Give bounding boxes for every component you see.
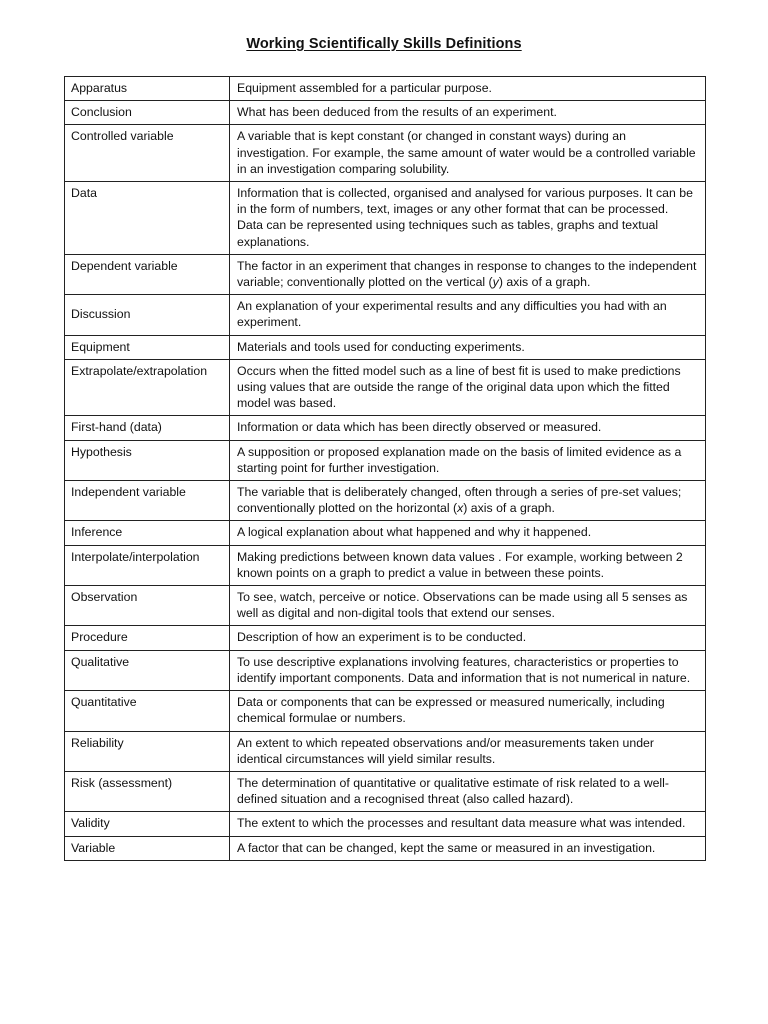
definition-cell: An explanation of your experimental results and any difficulties you had with an experiment. xyxy=(230,295,706,335)
document-title: Working Scientifically Skills Definitions xyxy=(246,36,522,52)
term-cell: Variable xyxy=(65,836,230,860)
table-row xyxy=(65,101,706,125)
term-cell: Equipment xyxy=(65,335,230,359)
definition-cell: The factor in an experiment that changes in response to changes to the independent variable; conventionally plotted on the vertical (y) axis of a graph. xyxy=(230,254,706,294)
table-row xyxy=(65,545,706,585)
term-cell: Controlled variable xyxy=(65,125,230,182)
table-row xyxy=(65,481,706,521)
table-row xyxy=(65,771,706,811)
definition-cell: A logical explanation about what happened and why it happened. xyxy=(230,521,706,545)
term-cell: Data xyxy=(65,182,230,255)
term-cell: Observation xyxy=(65,586,230,626)
definition-cell: Information or data which has been directly observed or measured. xyxy=(230,416,706,440)
table-row xyxy=(65,521,706,545)
definition-cell: A supposition or proposed explanation made on the basis of limited evidence as a starting point for further investigation. xyxy=(230,440,706,480)
definition-cell: Information that is collected, organised and analysed for various purposes. It can be in the form of numbers, text, images or any other format that can be processed. Data can be represented using techniques such as tables, graphs and textual explanations. xyxy=(230,182,706,255)
definitions-table xyxy=(64,76,706,861)
definition-cell: The determination of quantitative or qualitative estimate of risk related to a well-defined situation and a recognised threat (also called hazard). xyxy=(230,771,706,811)
table-row xyxy=(65,731,706,771)
axis-variable-letter: x xyxy=(457,501,464,516)
table-row xyxy=(65,295,706,335)
definition-cell: Materials and tools used for conducting experiments. xyxy=(230,335,706,359)
table-row xyxy=(65,125,706,182)
term-cell: First-hand (data) xyxy=(65,416,230,440)
term-cell: Quantitative xyxy=(65,691,230,731)
term-cell: Apparatus xyxy=(65,77,230,101)
definition-cell: The variable that is deliberately changed, often through a series of pre-set values; conventionally plotted on the horizontal (x) axis of a graph. xyxy=(230,481,706,521)
table-row xyxy=(65,77,706,101)
term-cell: Extrapolate/extrapolation xyxy=(65,359,230,416)
definition-cell: To see, watch, perceive or notice. Observations can be made using all 5 senses as well as digital and non-digital tools that extend our senses. xyxy=(230,586,706,626)
table-row xyxy=(65,416,706,440)
table-row xyxy=(65,440,706,480)
definition-cell: Making predictions between known data values . For example, working between 2 known points on a graph to predict a value in between these points. xyxy=(230,545,706,585)
definition-cell: Description of how an experiment is to be conducted. xyxy=(230,626,706,650)
term-cell: Independent variable xyxy=(65,481,230,521)
definition-cell: A factor that can be changed, kept the same or measured in an investigation. xyxy=(230,836,706,860)
term-cell: Discussion xyxy=(65,295,230,335)
definition-cell: To use descriptive explanations involving features, characteristics or properties to identify important components. Data and information that is not numerical in nature. xyxy=(230,650,706,690)
table-row xyxy=(65,335,706,359)
term-cell: Procedure xyxy=(65,626,230,650)
table-row xyxy=(65,691,706,731)
definition-cell: Data or components that can be expressed or measured numerically, including chemical formulae or numbers. xyxy=(230,691,706,731)
table-row xyxy=(65,812,706,836)
term-cell: Qualitative xyxy=(65,650,230,690)
term-cell: Hypothesis xyxy=(65,440,230,480)
table-row xyxy=(65,586,706,626)
table-row xyxy=(65,182,706,255)
definition-cell: A variable that is kept constant (or changed in constant ways) during an investigation. For example, the same amount of water would be a controlled variable in an investigation comparing solubility. xyxy=(230,125,706,182)
table-row xyxy=(65,626,706,650)
term-cell: Conclusion xyxy=(65,101,230,125)
table-row xyxy=(65,254,706,294)
term-cell: Reliability xyxy=(65,731,230,771)
definition-cell: Equipment assembled for a particular purpose. xyxy=(230,77,706,101)
definition-cell: What has been deduced from the results of an experiment. xyxy=(230,101,706,125)
definition-cell: Occurs when the fitted model such as a line of best fit is used to make predictions using values that are outside the range of the original data upon which the fitted model was based. xyxy=(230,359,706,416)
definition-cell: The extent to which the processes and resultant data measure what was intended. xyxy=(230,812,706,836)
term-cell: Risk (assessment) xyxy=(65,771,230,811)
definition-cell: An extent to which repeated observations and/or measurements taken under identical circumstances will yield similar results. xyxy=(230,731,706,771)
table-row xyxy=(65,359,706,416)
table-row xyxy=(65,650,706,690)
table-row xyxy=(65,836,706,860)
term-cell: Inference xyxy=(65,521,230,545)
axis-variable-letter: y xyxy=(492,275,499,290)
term-cell: Dependent variable xyxy=(65,254,230,294)
term-cell: Interpolate/interpolation xyxy=(65,545,230,585)
term-cell: Validity xyxy=(65,812,230,836)
